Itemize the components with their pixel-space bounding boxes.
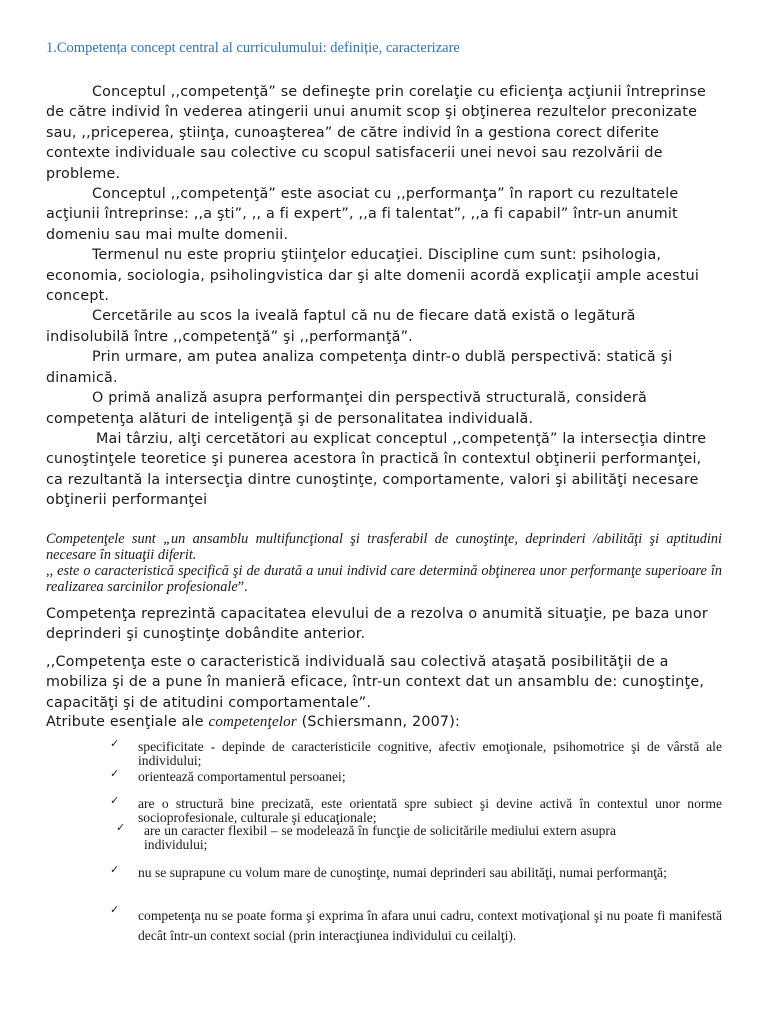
- checkmark-icon: ✓: [110, 794, 120, 807]
- attributes-title-suffix: (Schiersmann, 2007):: [296, 714, 460, 730]
- paragraph: Termenul nu este propriu ştiinţelor educaţiei. Discipline cum sunt: psihologia, economia, sociologia, psiholingvistica dar şi alte domenii acordă explicaţii ample acestui concept.: [46, 247, 700, 305]
- checkmark-icon: ✓: [110, 767, 120, 780]
- checkmark-icon: ✓: [110, 863, 120, 876]
- attributes-title-prefix: Atribute esenţiale ale: [46, 714, 209, 730]
- list-item: [110, 903, 722, 946]
- paragraph: Conceptul ,,competenţă” se defineşte prin corelaţie cu eficienţa acţiunii întreprinse de către individ în vederea atingerii unui anumit scop şi obţinerea rezultelor preconizate sau, ,,priceperea, ştiinţa, cunoaşterea” de către individ în a gestiona corect diferite contexte individuale sau colective cu scopul satisfacerii unei nevoi sau rezolvării de probleme.: [46, 84, 706, 182]
- list-item: [110, 767, 722, 784]
- list-item-text: competenţa nu se poate forma şi exprima în afara unui cadru, context motivaţional şi nu poate fi manifestă decât într-un context social (prin interacţiunea individului cu ceilalţi).: [138, 908, 722, 943]
- quote-definition-2-text: ,, este o caracteristică specifică şi de durată a unui individ care determină obţinerea unor performanţe superioare în realizarea sarcinilor profesionale: [46, 563, 722, 595]
- quote-definition-1: Competenţele sunt „un ansamblu multifuncţional şi trasferabil de cunoştinţe, deprinderi /abilităţi şi aptitudini necesare în situaţii diferit.: [46, 531, 722, 563]
- section-heading: 1.Competența concept central al curriculumului: definiție, caracterizare: [46, 40, 460, 56]
- list-item: [110, 863, 722, 880]
- quote-definition-2-tail: ”.: [237, 579, 248, 595]
- paragraph: Cercetările au scos la iveală faptul că nu de fiecare dată există o legătură indisolubilă între ,,competenţă” şi ,,performanţă”.: [46, 308, 636, 345]
- attributes-title: [46, 714, 722, 731]
- checkmark-icon: ✓: [116, 821, 126, 834]
- paragraph: Conceptul ,,competenţă” este asociat cu ,,performanţa” în raport cu rezultatele acţiunii întreprinse: ,,a şti”, ,, a fi expert”, ,,a fi talentat”, ,,a fi capabil” într-un anumit domeniu sau mai multe domenii.: [46, 186, 679, 243]
- list-item: [110, 794, 722, 825]
- definition-1: Competenţa reprezintă capacitatea elevului de a rezolva o anumită situaţie, pe baza unor deprinderi şi cunoştinţe dobândite anterior.: [46, 606, 708, 643]
- paragraph: O primă analiză asupra performanţei din perspectivă structurală, consideră competenţa alături de inteligenţă şi de personalitatea individuală.: [46, 390, 647, 427]
- quote-definition-2: [46, 563, 722, 595]
- definition-block-1: [46, 604, 722, 645]
- list-item: [116, 821, 616, 852]
- quote-block: [46, 531, 722, 595]
- paragraph: Prin urmare, am putea analiza competenţa dintr-o dublă perspectivă: statică şi dinamică.: [46, 349, 673, 386]
- attributes-title-italic: competenţelor: [208, 714, 297, 730]
- checkmark-icon: ✓: [110, 903, 120, 916]
- definition-2: ,,Competenţa este o caracteristică individuală sau colectivă ataşată posibilităţii de a mobiliza şi de a pune în manieră eficace, într-un context dat un ansamblu de: cunoştinţe, capacităţi şi de atitudini comportamentale”.: [46, 654, 705, 711]
- body-paragraphs: [46, 82, 720, 511]
- list-item-text: are un caracter flexibil – se modelează în funcţie de solicitările mediului extern asupra individului;: [144, 823, 616, 852]
- list-item-text: orientează comportamentul persoanei;: [138, 769, 346, 784]
- paragraph: Mai târziu, alţi cercetători au explicat conceptul ,,competenţă” la intersecţia dintre cunoştinţele teoretice şi punerea acestora în practică în contextul obţinerii performanţei, ca rezultantă la intersecţia dintre cunoştinţe, comportamente, valori şi abilităţi necesare obţinerii performanţei: [46, 430, 707, 509]
- definition-block-2: [46, 652, 722, 713]
- list-item: [110, 737, 722, 768]
- list-item-text: are o structură bine precizată, este orientată spre subiect şi devine activă în contextul unor norme socioprofesionale, culturale şi educaţionale;: [138, 796, 722, 825]
- list-item-text: specificitate - depinde de caracteristicile cognitive, afectiv emoţionale, psihomotrice şi de vârstă ale individului;: [138, 739, 722, 768]
- checkmark-icon: ✓: [110, 737, 120, 750]
- list-item-text: nu se suprapune cu volum mare de cunoştinţe, numai deprinderi sau abilităţi, numai performanţă;: [138, 865, 667, 880]
